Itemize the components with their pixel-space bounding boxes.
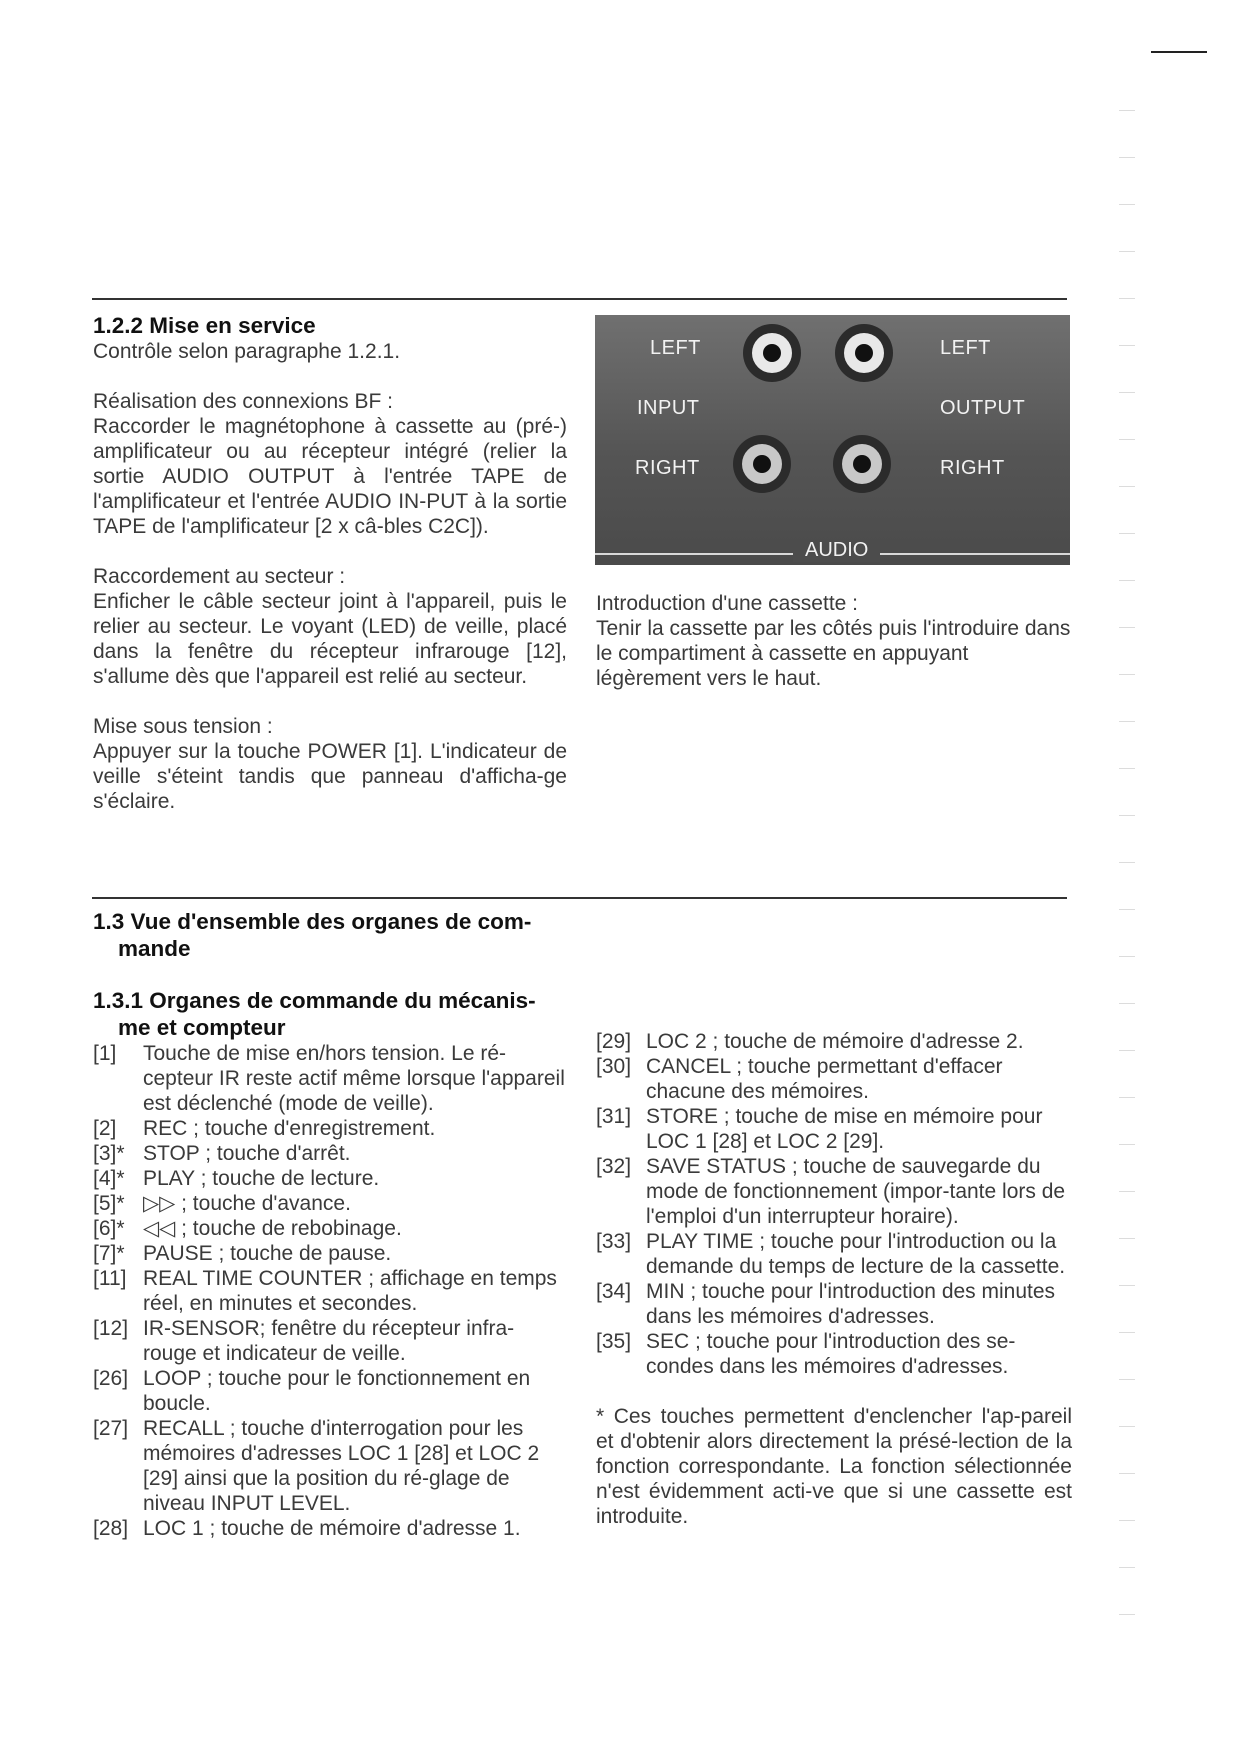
control-list-item xyxy=(596,1054,1072,1104)
control-item-text: LOOP ; touche pour le fonctionnement en boucle. xyxy=(143,1367,531,1415)
section-heading-1-3: 1.3 Vue d'ensemble des organes de com-mande xyxy=(93,909,532,961)
jack-left-input-icon xyxy=(743,324,801,382)
jack-right-output-icon xyxy=(833,435,891,493)
control-list-item xyxy=(93,1191,567,1216)
control-item-text: STORE ; touche de mise en mémoire pour LOC 1 [28] et LOC 2 [29]. xyxy=(646,1105,1043,1153)
power-title: Mise sous tension : xyxy=(93,715,273,738)
control-item-text: SAVE STATUS ; touche de sauvegarde du mode de fonctionnement (impor-tante lors de l'emploi d'un interrupteur horaire). xyxy=(646,1155,1066,1228)
control-item-number: [4]* xyxy=(93,1167,125,1190)
control-list-item xyxy=(93,1316,567,1366)
control-item-number: [3]* xyxy=(93,1142,125,1165)
control-list-item xyxy=(93,1116,567,1141)
control-list-item xyxy=(596,1029,1072,1054)
control-item-text: Touche de mise en/hors tension. Le ré-cepteur IR reste actif même lorsque l'appareil est déclenché (mode de veille). xyxy=(143,1042,565,1115)
control-item-text: PLAY TIME ; touche pour l'introduction ou la demande du temps de lecture de la cassette. xyxy=(646,1230,1066,1278)
label-input: INPUT xyxy=(637,397,700,419)
control-item-number: [11] xyxy=(93,1267,127,1290)
control-list-item xyxy=(93,1141,567,1166)
section-heading-1-3-1: 1.3.1 Organes de commande du mécanis-me et compteur xyxy=(93,988,536,1040)
control-list-item xyxy=(93,1266,567,1316)
control-item-text: REAL TIME COUNTER ; affichage en temps réel, en minutes et secondes. xyxy=(143,1267,557,1315)
control-item-number: [1] xyxy=(93,1042,117,1065)
control-item-text: PAUSE ; touche de pause. xyxy=(143,1242,392,1265)
control-item-number: [33] xyxy=(596,1230,632,1253)
controls-right-section xyxy=(596,1029,1072,1529)
control-item-number: [26] xyxy=(93,1367,129,1390)
control-item-number: [34] xyxy=(596,1280,632,1303)
bf-title: Réalisation des connexions BF : xyxy=(93,390,393,413)
label-left-output: LEFT xyxy=(940,337,991,359)
controls-list-left xyxy=(93,1041,567,1541)
mains-text: Enficher le câble secteur joint à l'appareil, puis le relier au secteur. Le voyant (LED) de veille, placé dans la fenêtre du récepteur infrarouge [12], s'allume dès que l'appareil est relié au secteur. xyxy=(93,590,567,688)
cassette-section xyxy=(596,591,1072,691)
cassette-title: Introduction d'une cassette : xyxy=(596,592,859,615)
control-item-text: MIN ; touche pour l'introduction des minutes dans les mémoires d'adresses. xyxy=(646,1280,1056,1328)
label-audio: AUDIO xyxy=(793,539,880,562)
label-right-output: RIGHT xyxy=(940,457,1005,479)
control-item-number: [28] xyxy=(93,1517,129,1540)
section-rule-middle xyxy=(92,897,1067,899)
control-list-item xyxy=(93,1166,567,1191)
section-rule-top xyxy=(92,298,1067,300)
label-left-input: LEFT xyxy=(650,337,701,359)
control-item-text: LOC 2 ; touche de mémoire d'adresse 2. xyxy=(646,1030,1024,1053)
control-item-text: LOC 1 ; touche de mémoire d'adresse 1. xyxy=(143,1517,521,1540)
control-item-text: REC ; touche d'enregistrement. xyxy=(143,1117,436,1140)
control-list-item xyxy=(93,1366,567,1416)
control-item-text: STOP ; touche d'arrêt. xyxy=(143,1142,351,1165)
control-item-number: [12] xyxy=(93,1317,129,1340)
control-list-item xyxy=(93,1241,567,1266)
footnote: * Ces touches permettent d'enclencher l'ap-pareil et d'obtenir alors directement la présé-lection de la fonction correspondante. La fonction sélectionnée n'est évidemment acti-ve que si une cassette est introduite. xyxy=(596,1405,1072,1528)
control-item-text: SEC ; touche pour l'introduction des se-condes dans les mémoires d'adresses. xyxy=(646,1330,1016,1378)
control-list-item xyxy=(93,1216,567,1241)
controls-list-right xyxy=(596,1029,1072,1379)
jack-right-input-icon xyxy=(733,435,791,493)
control-list-item xyxy=(93,1041,567,1116)
control-item-number: [35] xyxy=(596,1330,632,1353)
control-item-text: RECALL ; touche d'interrogation pour les mémoires d'adresses LOC 1 [28] et LOC 2 [29] ainsi que la position du ré-glage de niveau INPUT LEVEL. xyxy=(143,1417,540,1515)
control-item-text: ◁◁ ; touche de rebobinage. xyxy=(143,1217,402,1240)
control-item-number: [29] xyxy=(596,1030,632,1053)
section-heading-1-2-2: 1.2.2 Mise en service xyxy=(93,313,316,338)
bf-text: Raccorder le magnétophone à cassette au (pré-) amplificateur ou au récepteur intégré (relier la sortie AUDIO OUTPUT à l'entrée TAPE de l'amplificateur et l'entrée AUDIO IN-PUT à la sortie TAPE de l'amplificateur [2 x câ-bles C2C]). xyxy=(93,415,567,538)
mains-title: Raccordement au secteur : xyxy=(93,565,346,588)
control-list-item xyxy=(596,1104,1072,1154)
control-item-text: ▷▷ ; touche d'avance. xyxy=(143,1192,351,1215)
control-item-number: [32] xyxy=(596,1155,632,1178)
control-item-number: [27] xyxy=(93,1417,129,1440)
control-item-number: [2] xyxy=(93,1117,117,1140)
control-item-number: [5]* xyxy=(93,1192,125,1215)
control-item-number: [7]* xyxy=(93,1242,125,1265)
audio-connectors-photo xyxy=(595,315,1070,565)
mise-en-service-section xyxy=(93,312,567,814)
label-right-input: RIGHT xyxy=(635,457,700,479)
jack-left-output-icon xyxy=(835,324,893,382)
control-list-item xyxy=(596,1154,1072,1229)
control-item-number: [30] xyxy=(596,1055,632,1078)
margin-ticks xyxy=(1119,110,1141,1661)
cassette-text: Tenir la cassette par les côtés puis l'introduire dans le compartiment à cassette en appuyant légèrement vers le haut. xyxy=(596,617,1071,690)
corner-mark xyxy=(1151,51,1207,53)
control-item-text: PLAY ; touche de lecture. xyxy=(143,1167,380,1190)
power-text: Appuyer sur la touche POWER [1]. L'indicateur de veille s'éteint tandis que panneau d'afficha-ge s'éclaire. xyxy=(93,740,567,813)
control-line: Contrôle selon paragraphe 1.2.1. xyxy=(93,340,401,363)
control-list-item xyxy=(93,1516,567,1541)
control-item-number: [6]* xyxy=(93,1217,125,1240)
control-item-text: CANCEL ; touche permettant d'effacer chacune des mémoires. xyxy=(646,1055,1003,1103)
control-item-number: [31] xyxy=(596,1105,632,1128)
controls-overview-section xyxy=(93,908,567,1541)
control-list-item xyxy=(93,1416,567,1516)
control-item-text: IR-SENSOR; fenêtre du récepteur infra-rouge et indicateur de veille. xyxy=(143,1317,515,1365)
label-output: OUTPUT xyxy=(940,397,1026,419)
control-list-item xyxy=(596,1229,1072,1279)
control-list-item xyxy=(596,1329,1072,1379)
control-list-item xyxy=(596,1279,1072,1329)
